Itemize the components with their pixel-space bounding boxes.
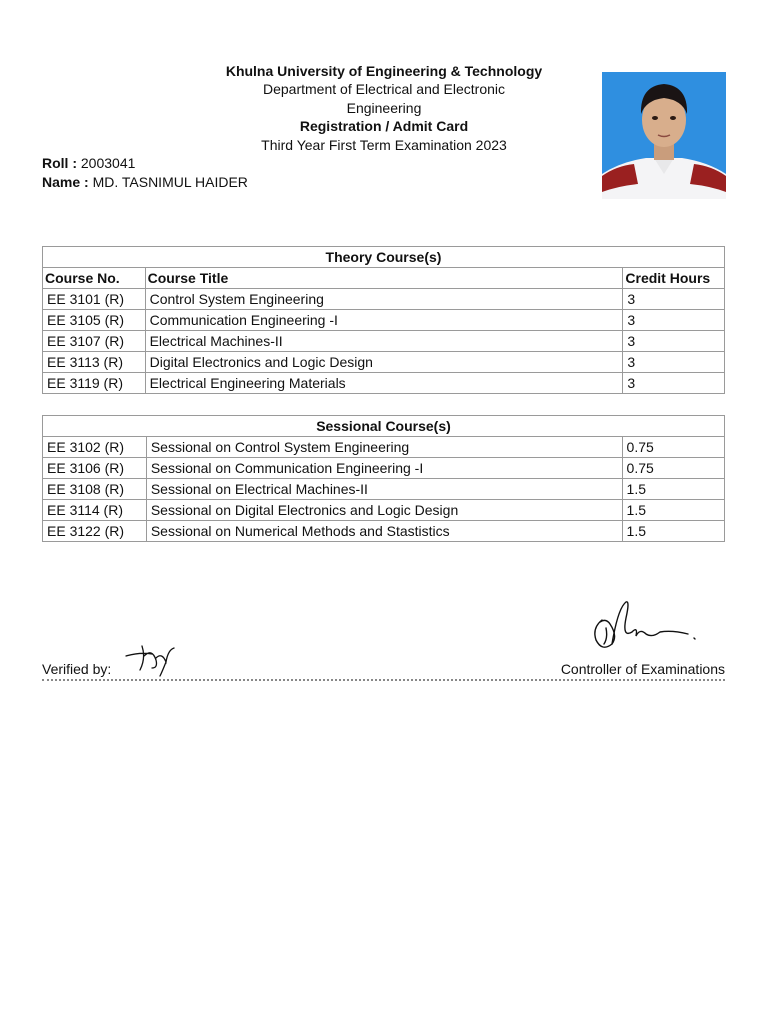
- course-title: Sessional on Digital Electronics and Logic Design: [146, 500, 622, 521]
- course-no: EE 3113 (R): [43, 352, 146, 373]
- table-row: [43, 479, 725, 500]
- name-label: Name :: [42, 173, 89, 190]
- student-photo: [602, 72, 726, 199]
- table-row: [43, 352, 725, 373]
- university-name: Khulna University of Engineering & Technology: [225, 63, 543, 79]
- table-row: [43, 458, 725, 479]
- theory-courses-table: [42, 246, 725, 394]
- course-title: Sessional on Control System Engineering: [146, 437, 622, 458]
- course-no: EE 3105 (R): [43, 310, 146, 331]
- credit-hours: 3: [623, 310, 725, 331]
- course-no: EE 3108 (R): [43, 479, 147, 500]
- credit-hours: 1.5: [622, 521, 724, 542]
- roll-line: [42, 154, 248, 173]
- credit-hours: 3: [623, 331, 725, 352]
- course-no: EE 3122 (R): [43, 521, 147, 542]
- name-line: [42, 173, 248, 192]
- verified-by-label: Verified by:: [42, 661, 112, 677]
- table-row: [43, 521, 725, 542]
- credit-hours: 0.75: [622, 458, 724, 479]
- name-value: MD. TASNIMUL HAIDER: [92, 173, 248, 190]
- course-no: EE 3107 (R): [43, 331, 146, 352]
- course-title: Control System Engineering: [145, 289, 623, 310]
- course-title: Digital Electronics and Logic Design: [145, 352, 623, 373]
- theory-section-title: Theory Course(s): [43, 247, 725, 268]
- verifier-signature: [122, 640, 178, 678]
- course-title: Electrical Machines-II: [145, 331, 623, 352]
- course-title: Electrical Engineering Materials: [145, 373, 623, 394]
- student-info: [42, 154, 248, 191]
- sessional-section-title: Sessional Course(s): [43, 416, 725, 437]
- table-row: [43, 373, 725, 394]
- credit-hours: 0.75: [622, 437, 724, 458]
- table-row: [43, 437, 725, 458]
- credit-hours: 3: [623, 352, 725, 373]
- card-title: Registration / Admit Card: [299, 118, 469, 135]
- table-row: [43, 331, 725, 352]
- exam-name: Third Year First Term Examination 2023: [261, 136, 507, 153]
- roll-label: Roll :: [42, 155, 77, 171]
- credit-hours: 3: [623, 373, 725, 394]
- credit-hours: 1.5: [622, 479, 724, 500]
- department-name: Department of Electrical and Electronic Engineering: [263, 81, 505, 116]
- controller-of-examinations-label: Controller of Examinations: [560, 661, 725, 677]
- sessional-courses-table: [42, 415, 725, 542]
- credit-hours: 3: [623, 289, 725, 310]
- course-title: Sessional on Communication Engineering -I: [146, 458, 622, 479]
- roll-value: 2003041: [80, 155, 136, 171]
- column-header-course-no: Course No.: [43, 268, 146, 289]
- course-title: Communication Engineering -I: [145, 310, 623, 331]
- course-no: EE 3106 (R): [43, 458, 147, 479]
- table-row: [43, 289, 725, 310]
- table-row: [43, 310, 725, 331]
- course-no: EE 3119 (R): [43, 373, 146, 394]
- course-no: EE 3102 (R): [43, 437, 147, 458]
- student-photo-image: [602, 72, 726, 199]
- course-no: EE 3114 (R): [43, 500, 147, 521]
- course-title: Sessional on Numerical Methods and Stastistics: [146, 521, 622, 542]
- course-title: Sessional on Electrical Machines-II: [146, 479, 622, 500]
- column-header-course-title: Course Title: [145, 268, 623, 289]
- signature-divider: [42, 679, 725, 681]
- table-row: [43, 500, 725, 521]
- column-header-credit-hours: Credit Hours: [623, 268, 725, 289]
- course-no: EE 3101 (R): [43, 289, 146, 310]
- controller-signature: [588, 598, 700, 656]
- credit-hours: 1.5: [622, 500, 724, 521]
